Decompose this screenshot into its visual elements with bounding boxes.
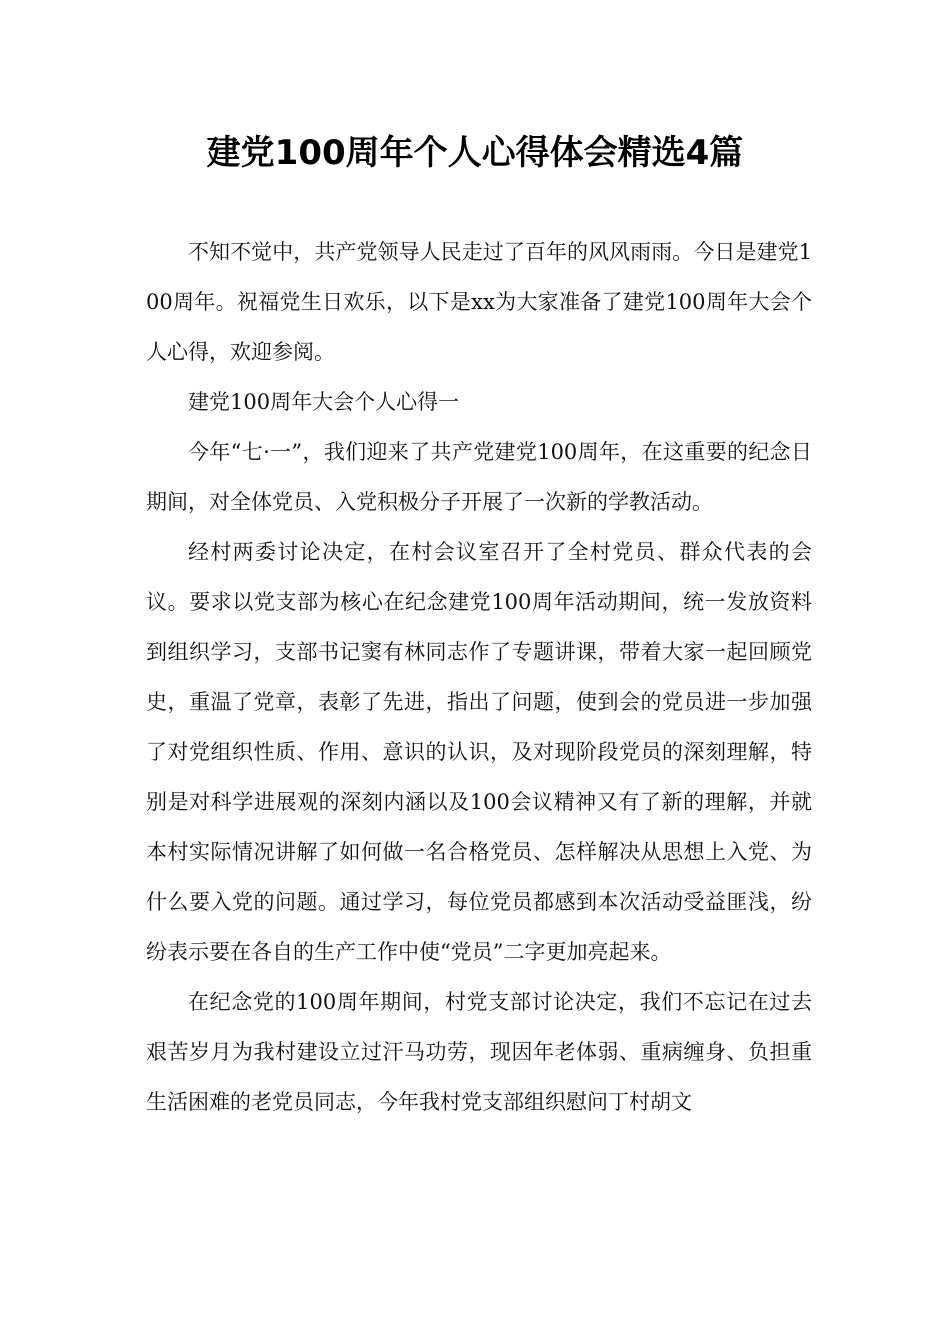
paragraph: 在纪念党的100周年期间，村党支部讨论决定，我们不忘记在过去艰苦岁月为我村建设立过汗马功劳，现因年老体弱、重病缠身、负担重生活困难的老党员同志，今年我村党支部组织慰问丁村胡文 bbox=[146, 990, 812, 1114]
document-body bbox=[146, 227, 812, 1127]
document-title: 建党100周年个人心得体会精选4篇 bbox=[206, 133, 744, 173]
section-heading: 建党100周年大会个人心得一 bbox=[188, 390, 460, 414]
paragraph: 今年“七·一”，我们迎来了共产党建党100周年，在这重要的纪念日期间，对全体党员、入党积极分子开展了一次新的学教活动。 bbox=[146, 440, 812, 514]
paragraph: 经村两委讨论决定，在村会议室召开了全村党员、群众代表的会议。要求以党支部为核心在纪念建党100周年活动期间，统一发放资料到组织学习，支部书记窦有林同志作了专题讲课，带着大家一起回顾党史，重温了党章，表彰了先进，指出了问题，使到会的党员进一步加强了对党组织性质、作用、意识的认识，及对现阶段党员的深刻理解，特别是对科学进展观的深刻内涵以及100会议精神又有了新的理解，并就本村实际情况讲解了如何做一名合格党员、怎样解决从思想上入党、为什么要入党的问题。通过学习，每位党员都感到本次活动受益匪浅，纷纷表示要在各自的生产工作中使“党员”二字更加亮起来。 bbox=[146, 540, 812, 964]
paragraph-intro: 不知不觉中，共产党领导人民走过了百年的风风雨雨。今日是建党100周年。祝福党生日欢乐，以下是xx为大家准备了建党100周年大会个人心得，欢迎参阅。 bbox=[146, 240, 812, 364]
